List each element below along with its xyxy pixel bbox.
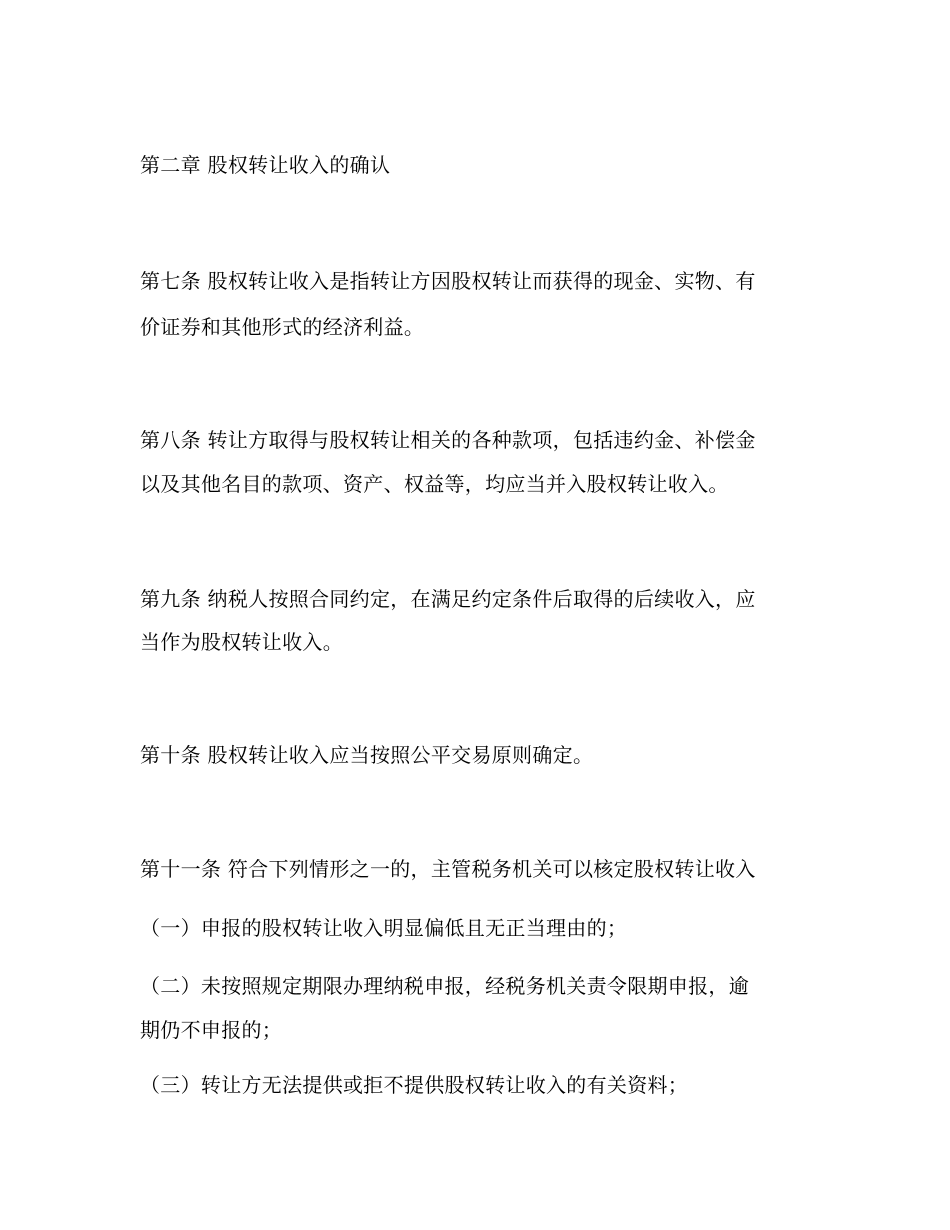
- article-11-line-1: 第十一条 符合下列情形之一的，主管税务机关可以核定股权转让收入: [140, 857, 756, 881]
- article-9-line-1: 第九条 纳税人按照合同约定，在满足约定条件后取得的后续收入，应: [140, 587, 756, 611]
- article-9-line-2: 当作为股权转让收入。: [140, 630, 343, 654]
- article-10-line-1: 第十条 股权转让收入应当按照公平交易原则确定。: [140, 743, 594, 767]
- article-8-line-2: 以及其他名目的款项、资产、权益等，均应当并入股权转让收入。: [140, 472, 729, 496]
- item-1-line-1: （一）申报的股权转让收入明显偏低且无正当理由的；: [140, 916, 628, 940]
- item-2-line-1: （二）未按照规定期限办理纳税申报，经税务机关责令限期申报，逾: [140, 974, 749, 998]
- chapter-title: 第二章 股权转让收入的确认: [140, 153, 391, 177]
- article-7-line-2: 价证券和其他形式的经济利益。: [140, 315, 425, 339]
- article-8-line-1: 第八条 转让方取得与股权转让相关的各种款项，包括违约金、补偿金: [140, 428, 756, 452]
- article-7-line-1: 第七条 股权转让收入是指转让方因股权转让而获得的现金、实物、有: [140, 269, 756, 293]
- item-3-line-1: （三）转让方无法提供或拒不提供股权转让收入的有关资料；: [140, 1073, 689, 1097]
- item-2-line-2: 期仍不申报的；: [140, 1018, 283, 1042]
